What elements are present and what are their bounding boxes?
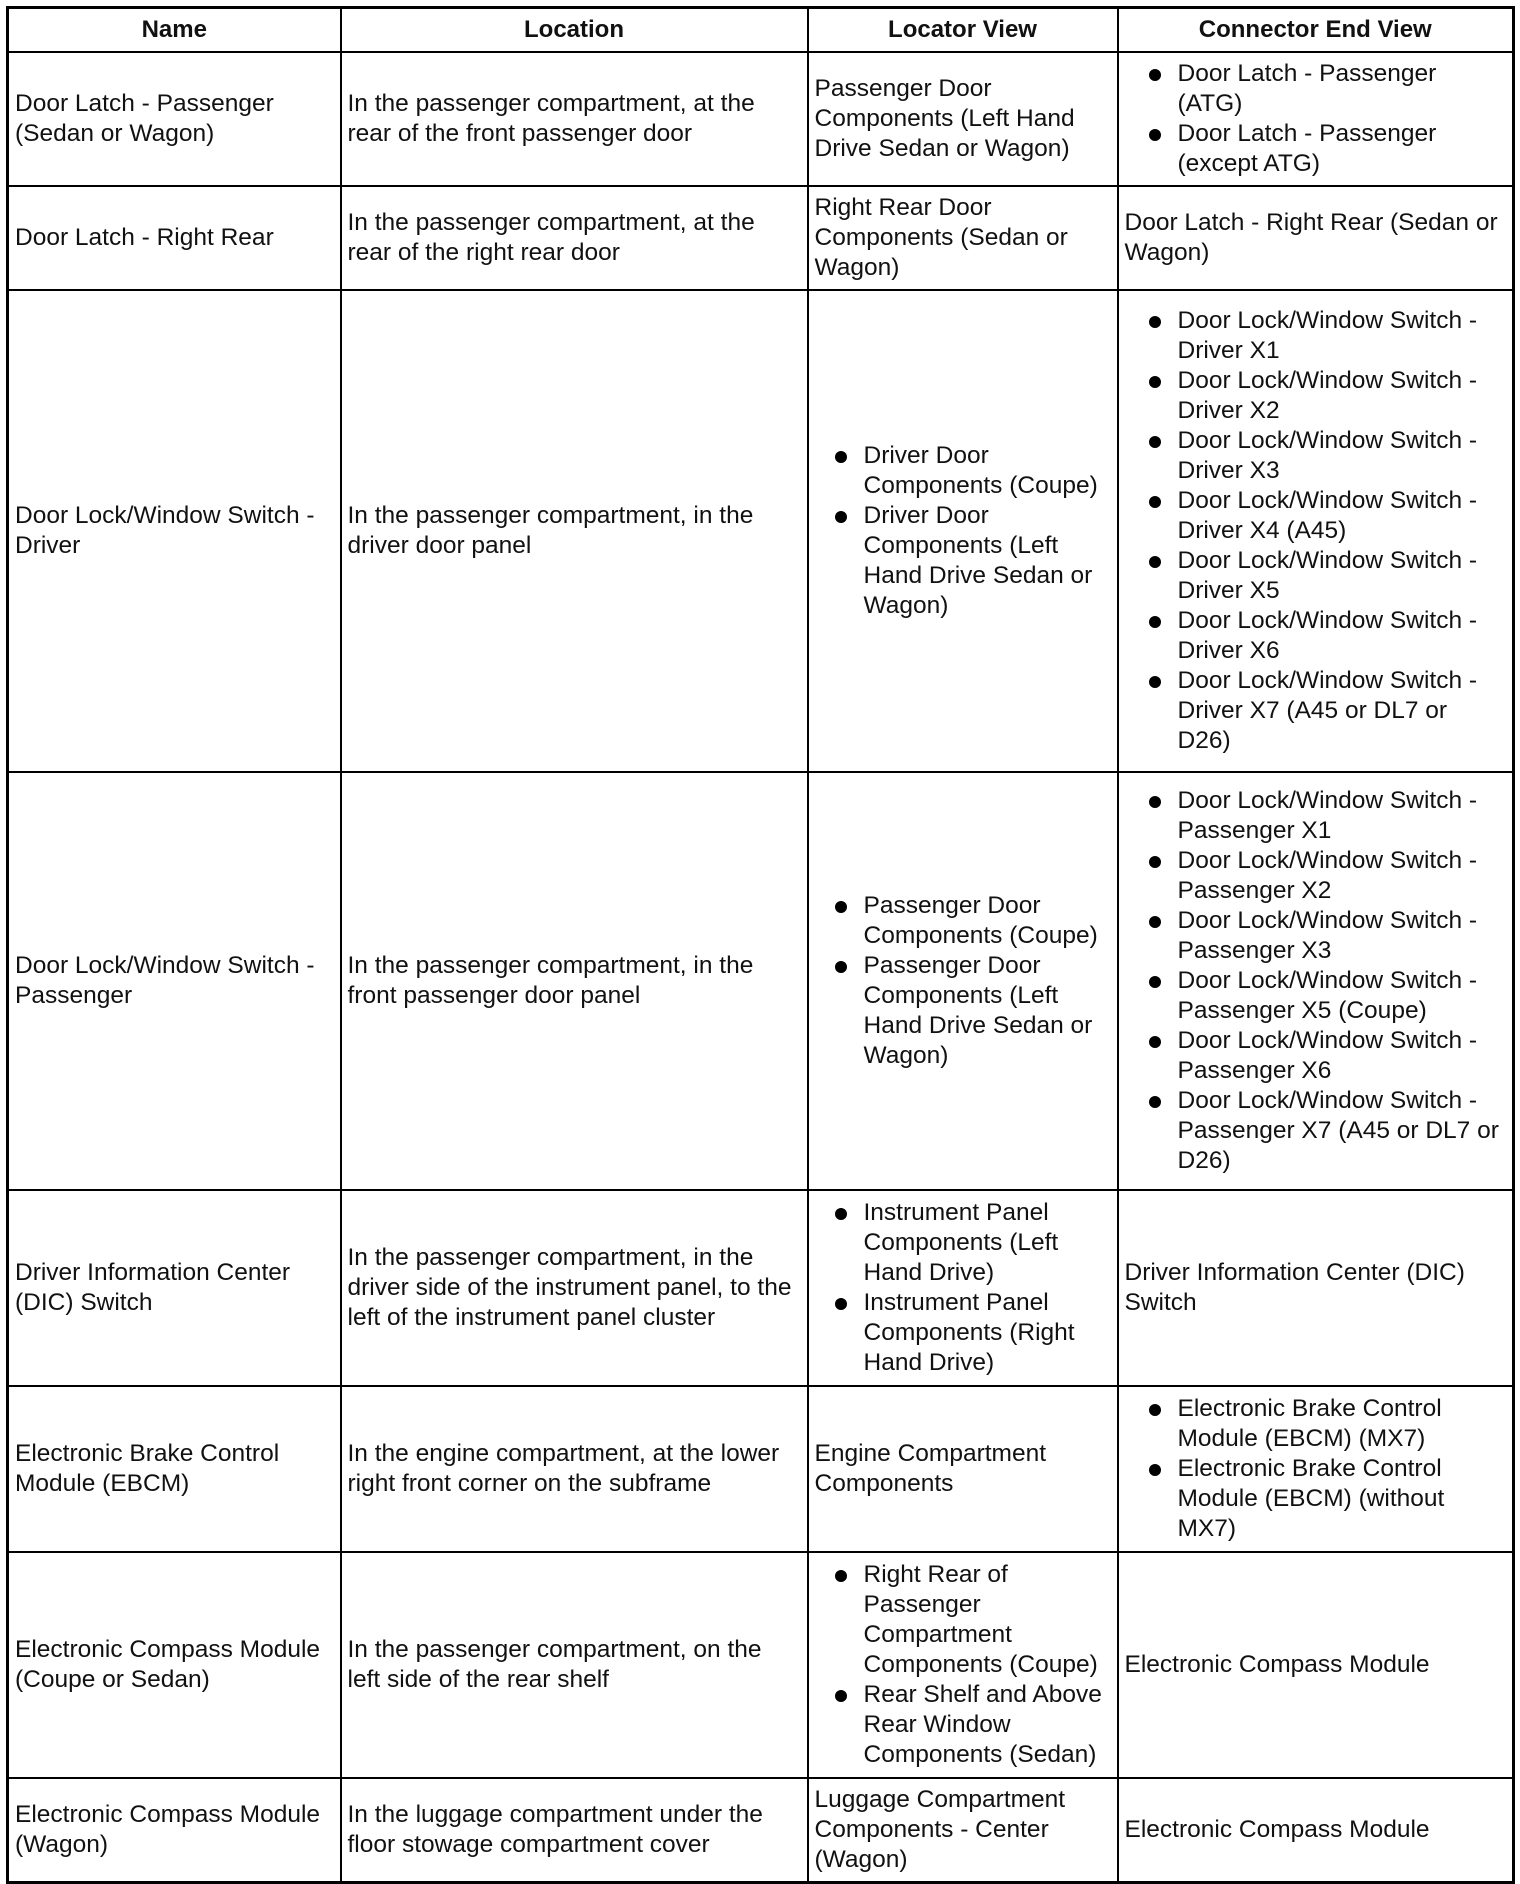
connector-link[interactable]: Door Lock/Window Switch - Driver X7 (A45 or DL7 or D26) xyxy=(1125,666,1507,756)
header-location: Location xyxy=(341,8,808,53)
connector-link[interactable]: Electronic Brake Control Module (EBCM) (without MX7) xyxy=(1125,1454,1507,1544)
cell-connector-end-view xyxy=(1118,186,1514,290)
cell-name: Door Latch - Right Rear xyxy=(8,186,341,290)
cell-locator-view xyxy=(808,290,1118,772)
cell-connector-end-view xyxy=(1118,772,1514,1190)
document-page xyxy=(6,6,1512,1884)
cell-location: In the passenger compartment, at the rear of the front passenger door xyxy=(341,52,808,186)
connector-link[interactable]: Door Lock/Window Switch - Driver X4 (A45) xyxy=(1125,486,1507,546)
cell-name: Door Latch - Passenger (Sedan or Wagon) xyxy=(8,52,341,186)
table-row xyxy=(8,772,1514,1190)
connector-link[interactable]: Door Lock/Window Switch - Passenger X2 xyxy=(1125,846,1507,906)
cell-name: Electronic Brake Control Module (EBCM) xyxy=(8,1386,341,1552)
connector-link[interactable]: Door Lock/Window Switch - Passenger X1 xyxy=(1125,786,1507,846)
locator-link[interactable]: Passenger Door Components (Coupe) xyxy=(815,891,1111,951)
connector-link[interactable]: Electronic Compass Module xyxy=(1124,1651,1430,1678)
cell-locator-view xyxy=(808,186,1118,290)
connector-link[interactable]: Electronic Compass Module xyxy=(1124,1815,1430,1843)
connector-link[interactable]: Door Latch - Passenger (except ATG) xyxy=(1125,119,1507,179)
cell-locator-view xyxy=(808,1190,1118,1386)
table-row xyxy=(8,1386,1514,1552)
connector-link[interactable]: Door Lock/Window Switch - Driver X2 xyxy=(1125,366,1507,426)
locator-link[interactable]: Rear Shelf and Above Rear Window Components (Sedan) xyxy=(815,1680,1111,1770)
cell-connector-end-view xyxy=(1118,1778,1514,1882)
table-row xyxy=(8,1778,1514,1882)
cell-connector-end-view xyxy=(1118,1190,1514,1386)
cell-connector-end-view xyxy=(1118,1552,1514,1778)
connector-link[interactable]: Door Lock/Window Switch - Driver X6 xyxy=(1125,606,1507,666)
connector-link[interactable]: Door Lock/Window Switch - Passenger X7 (A45 or DL7 or D26) xyxy=(1125,1086,1507,1176)
locator-link[interactable]: Instrument Panel Components (Right Hand Drive) xyxy=(815,1288,1111,1378)
cell-locator-view xyxy=(808,52,1118,186)
locator-link[interactable]: Passenger Door Components (Left Hand Drive Sedan or Wagon) xyxy=(815,951,1111,1071)
header-name: Name xyxy=(8,8,341,53)
cell-location: In the engine compartment, at the lower right front corner on the subframe xyxy=(341,1386,808,1552)
connector-link[interactable]: Door Latch - Passenger (ATG) xyxy=(1125,59,1507,119)
cell-locator-view xyxy=(808,1778,1118,1882)
header-locator-view: Locator View xyxy=(808,8,1118,53)
connector-link[interactable]: Door Lock/Window Switch - Passenger X5 (Coupe) xyxy=(1125,966,1507,1026)
connector-link[interactable]: Door Lock/Window Switch - Driver X5 xyxy=(1125,546,1507,606)
header-row xyxy=(8,8,1514,53)
cell-locator-view xyxy=(808,1386,1118,1552)
connector-link[interactable]: Door Latch - Right Rear (Sedan or Wagon) xyxy=(1124,209,1498,266)
cell-locator-view xyxy=(808,1552,1118,1778)
table-row xyxy=(8,1552,1514,1778)
cell-location: In the passenger compartment, in the driver door panel xyxy=(341,290,808,772)
locator-link[interactable]: Instrument Panel Components (Left Hand Drive) xyxy=(815,1198,1111,1288)
connector-link[interactable]: Door Lock/Window Switch - Driver X3 xyxy=(1125,426,1507,486)
cell-location: In the passenger compartment, at the rear of the right rear door xyxy=(341,186,808,290)
table-row xyxy=(8,1190,1514,1386)
connector-link[interactable]: Door Lock/Window Switch - Driver X1 xyxy=(1125,306,1507,366)
cell-location: In the luggage compartment under the floor stowage compartment cover xyxy=(341,1778,808,1882)
cell-name: Door Lock/Window Switch - Passenger xyxy=(8,772,341,1190)
locator-link[interactable]: Right Rear Door Components (Sedan or Wagon) xyxy=(814,194,1068,281)
locator-link[interactable]: Right Rear of Passenger Compartment Components (Coupe) xyxy=(815,1560,1111,1680)
locator-link[interactable]: Luggage Compartment Components - Center (Wagon) xyxy=(814,1785,1066,1873)
locator-link[interactable]: Passenger Door Components (Left Hand Drive Sedan or Wagon) xyxy=(814,75,1075,162)
connector-link[interactable]: Door Lock/Window Switch - Passenger X6 xyxy=(1125,1026,1507,1086)
cell-name: Electronic Compass Module (Wagon) xyxy=(8,1778,341,1882)
cell-location: In the passenger compartment, in the driver side of the instrument panel, to the left of the instrument panel cluster xyxy=(341,1190,808,1386)
cell-connector-end-view xyxy=(1118,52,1514,186)
component-locator-table xyxy=(6,6,1515,1884)
cell-connector-end-view xyxy=(1118,1386,1514,1552)
locator-link[interactable]: Driver Door Components (Coupe) xyxy=(815,441,1111,501)
header-connector-end-view: Connector End View xyxy=(1118,8,1514,53)
table-row xyxy=(8,186,1514,290)
table-row xyxy=(8,290,1514,772)
connector-link[interactable]: Door Lock/Window Switch - Passenger X3 xyxy=(1125,906,1507,966)
cell-locator-view xyxy=(808,772,1118,1190)
table-row xyxy=(8,52,1514,186)
cell-location: In the passenger compartment, on the left side of the rear shelf xyxy=(341,1552,808,1778)
cell-name: Driver Information Center (DIC) Switch xyxy=(8,1190,341,1386)
cell-connector-end-view xyxy=(1118,290,1514,772)
connector-link[interactable]: Driver Information Center (DIC) Switch xyxy=(1124,1259,1465,1316)
cell-name: Electronic Compass Module (Coupe or Sedan) xyxy=(8,1552,341,1778)
locator-link[interactable]: Engine Compartment Components xyxy=(814,1440,1047,1497)
locator-link[interactable]: Driver Door Components (Left Hand Drive Sedan or Wagon) xyxy=(815,501,1111,621)
cell-location: In the passenger compartment, in the front passenger door panel xyxy=(341,772,808,1190)
cell-name: Door Lock/Window Switch - Driver xyxy=(8,290,341,772)
connector-link[interactable]: Electronic Brake Control Module (EBCM) (MX7) xyxy=(1125,1394,1507,1454)
